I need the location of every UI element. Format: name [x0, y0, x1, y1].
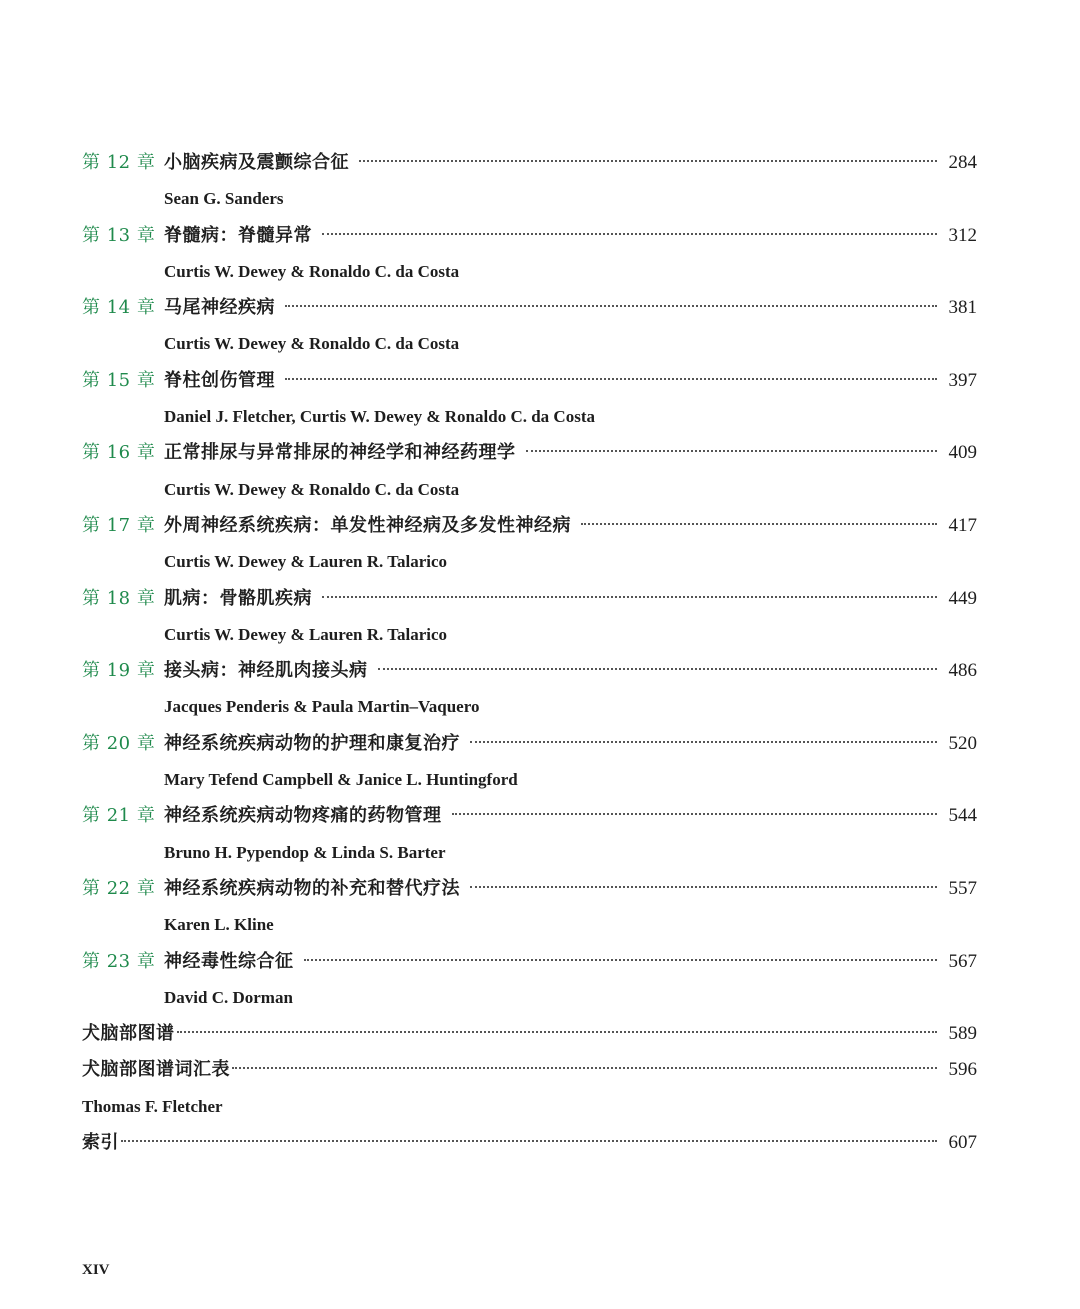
chapter-title: 脊柱创伤管理 [164, 369, 275, 391]
page-number: 449 [948, 587, 977, 609]
page-number: 589 [948, 1023, 977, 1045]
page-number: 486 [948, 660, 977, 682]
chapter-author: Curtis W. Dewey & Lauren R. Talarico [164, 624, 448, 644]
page-number: 381 [948, 297, 977, 319]
toc-entry-chapter-15[interactable] [82, 363, 977, 399]
chapter-author: Curtis W. Dewey & Ronaldo C. da Costa [164, 261, 460, 281]
chapter-author: Mary Tefend Campbell & Janice L. Huntingford [164, 770, 518, 790]
chapter-title: 神经系统疾病动物的护理和康复治疗 [164, 732, 460, 754]
chapter-label: 第 22 章 [82, 877, 156, 899]
chapter-title: 接头病：神经肌肉接头病 [164, 660, 368, 682]
chapter-label: 第 12 章 [82, 152, 156, 173]
toc-entry-chapter-22[interactable] [82, 871, 977, 907]
toc-entry-chapter-21[interactable] [82, 798, 977, 834]
chapter-label: 第 14 章 [82, 297, 156, 319]
dot-leader [285, 378, 937, 380]
appendix-title: 犬脑部图谱词汇表 [82, 1059, 230, 1081]
page-number: 409 [948, 442, 977, 464]
dot-leader [470, 886, 937, 888]
toc-entry-chapter-23[interactable] [82, 944, 977, 980]
chapter-title: 马尾神经疾病 [164, 297, 275, 319]
toc-entry-atlas-glossary[interactable] [82, 1052, 977, 1088]
chapter-title: 肌病：骨骼肌疾病 [164, 587, 312, 609]
appendix-title: 犬脑部图谱 [82, 1023, 175, 1045]
page-number: 417 [948, 514, 977, 536]
toc-entry-index[interactable] [82, 1125, 977, 1161]
page-number: 312 [948, 224, 977, 246]
chapter-label: 第 21 章 [82, 805, 156, 827]
chapter-author: Curtis W. Dewey & Ronaldo C. da Costa [164, 479, 460, 499]
toc-entry-chapter-20[interactable] [82, 726, 977, 762]
toc-entry-chapter-17[interactable] [82, 508, 977, 544]
toc-entry-chapter-13[interactable] [82, 218, 977, 254]
page-number: 607 [948, 1132, 977, 1154]
chapter-title: 小脑疾病及震颤综合征 [164, 152, 349, 173]
page-number: 520 [948, 732, 977, 754]
chapter-title: 神经毒性综合征 [164, 950, 294, 972]
chapter-title: 脊髓病：脊髓异常 [164, 224, 312, 246]
appendix-author: Thomas F. Fletcher [82, 1096, 223, 1116]
chapter-label: 第 18 章 [82, 587, 156, 609]
dot-leader [121, 1140, 937, 1142]
dot-leader [232, 1067, 937, 1069]
toc-entry-chapter-18[interactable] [82, 581, 977, 617]
page-number: 284 [948, 152, 977, 173]
toc-entry-chapter-16[interactable] [82, 435, 977, 471]
page-number: 596 [948, 1059, 977, 1081]
page-number: 544 [948, 805, 977, 827]
chapter-label: 第 23 章 [82, 950, 156, 972]
chapter-title: 神经系统疾病动物疼痛的药物管理 [164, 805, 442, 827]
toc-entry-brain-atlas[interactable] [82, 1016, 977, 1052]
chapter-author: David C. Dorman [164, 987, 293, 1007]
toc-entry-chapter-19[interactable] [82, 653, 977, 689]
chapter-label: 第 19 章 [82, 660, 156, 682]
chapter-label: 第 17 章 [82, 514, 156, 536]
chapter-author: Daniel J. Fletcher, Curtis W. Dewey & Ronaldo C. da Costa [164, 407, 595, 427]
chapter-author: Bruno H. Pypendop & Linda S. Barter [164, 842, 446, 862]
chapter-author: Curtis W. Dewey & Ronaldo C. da Costa [164, 334, 460, 354]
dot-leader [322, 596, 937, 598]
page-number: 557 [948, 877, 977, 899]
chapter-title: 外周神经系统疾病：单发性神经病及多发性神经病 [164, 514, 571, 536]
table-of-contents [82, 145, 977, 1161]
chapter-label: 第 15 章 [82, 369, 156, 391]
dot-leader [285, 305, 937, 307]
chapter-title: 神经系统疾病动物的补充和替代疗法 [164, 877, 460, 899]
dot-leader [452, 813, 937, 815]
appendix-title: 索引 [82, 1132, 119, 1154]
dot-leader [526, 450, 937, 452]
dot-leader [322, 233, 937, 235]
toc-entry-chapter-12[interactable] [82, 145, 977, 181]
chapter-author: Karen L. Kline [164, 915, 274, 935]
chapter-author: Curtis W. Dewey & Lauren R. Talarico [164, 552, 448, 572]
chapter-label: 第 16 章 [82, 442, 156, 464]
chapter-label: 第 13 章 [82, 224, 156, 246]
page-number: 397 [948, 369, 977, 391]
dot-leader [177, 1031, 937, 1033]
dot-leader [359, 160, 937, 162]
dot-leader [378, 668, 937, 670]
chapter-author: Jacques Penderis & Paula Martin–Vaquero [164, 697, 480, 717]
page-folio: XIV [82, 1262, 110, 1278]
dot-leader [470, 741, 937, 743]
toc-entry-chapter-14[interactable] [82, 290, 977, 326]
chapter-title: 正常排尿与异常排尿的神经学和神经药理学 [164, 442, 516, 464]
chapter-label: 第 20 章 [82, 732, 156, 754]
chapter-author: Sean G. Sanders [164, 189, 284, 209]
page-number: 567 [948, 950, 977, 972]
dot-leader [304, 959, 937, 961]
dot-leader [581, 523, 937, 525]
